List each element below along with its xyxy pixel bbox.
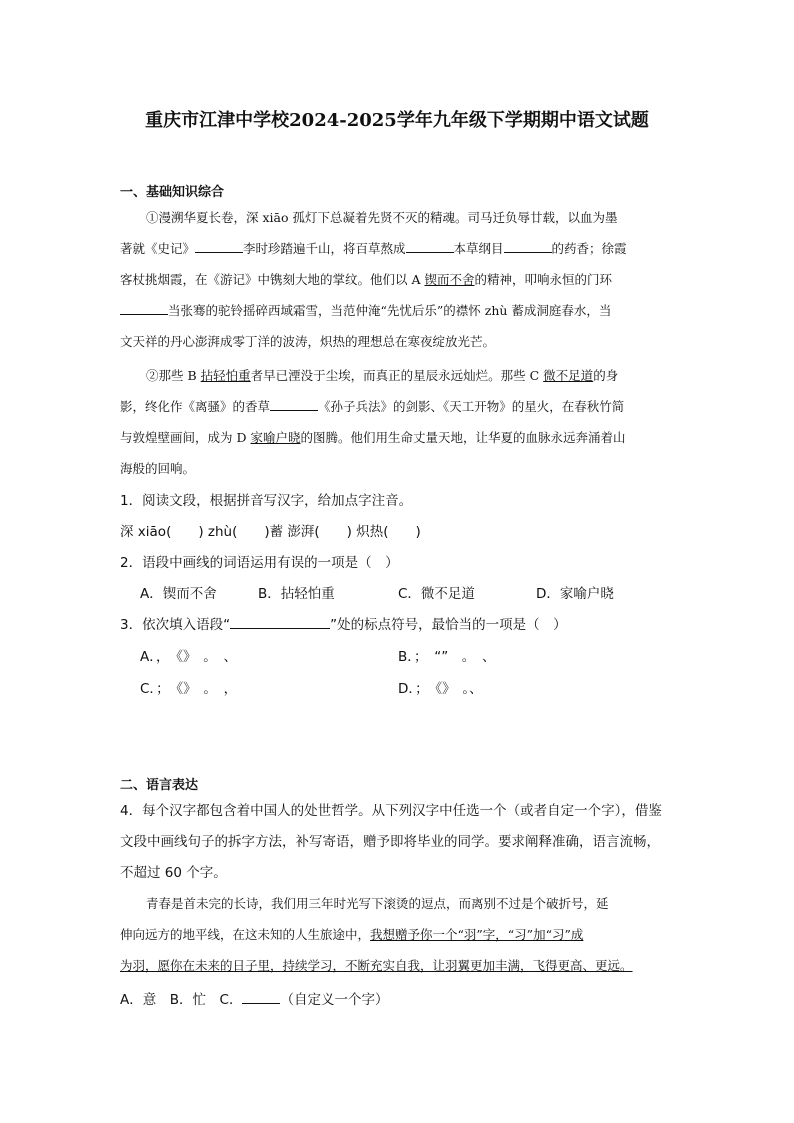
blank[interactable] [270,398,318,411]
q3-option-a[interactable]: A．， 《》 。 、 [140,649,237,665]
blank[interactable] [406,240,454,253]
passage-line3: 为羽，愿你在未来的日子里，持续学习，不断充实自我，让羽翼更加丰满，飞得更高、更远。 [120,958,633,973]
q4-option-c-note: （自定义一个字） [280,992,389,1008]
underlined-term-c: 微不足道 [543,368,594,383]
q4-option-b[interactable]: B．忙 [169,992,207,1008]
p2-line3: 与敦煌壁画间，成为 D 家喻户晓的图腾。他们用生命丈量天地，让华夏的血脉永远奔涌着山 [120,430,626,445]
q3-option-d[interactable]: D．； 《》 。、 [398,681,483,697]
passage-line1: 青春是首未完的长诗，我们用三年时光写下滚烫的逗点，而离别不过是个破折号，延 [146,896,609,911]
question-2: 2．语段中画线的词语运用有误的一项是（ ） [120,555,399,571]
underlined-term-a: 锲而不舍 [424,272,475,287]
p1-line4: 当张骞的驼铃摇碎西域霜雪，当范仲淹“先忧后乐”的襟怀 zhù 蓄成洞庭春水，当 [120,301,611,319]
q4-option-a[interactable]: A．意 [120,992,157,1008]
section2-heading: 二、语言表达 [120,778,199,793]
q2-option-b[interactable]: B．拈轻怕重 [258,586,335,602]
q2-option-d[interactable]: D．家喻户晓 [536,586,614,602]
q4-line1: 4．每个汉字都包含着中国人的处世哲学。从下列汉字中任选一个（或者自定一个字），借鉴 [120,803,662,819]
page-title: 重庆市江津中学校2024-2025学年九年级下学期期中语文试题 [145,110,649,131]
question-3: 3．依次填入语段“ ”处的标点符号，最恰当的一项是（ ） [120,617,567,633]
q3-option-c[interactable]: C．； 《》 。 ， [140,681,238,697]
blank[interactable] [120,302,168,315]
underlined-sentence: 我想赠予你一个“羽”字，“习”加“习”成 [370,927,584,942]
passage-line2: 伸向远方的地平线，在这未知的人生旅途中，我想赠予你一个“羽”字，“习”加“习”成 [120,927,584,942]
p1-line5: 文天祥的丹心澎湃成零丁洋的波涛，炽热的理想总在寒夜绽放光芒。 [120,334,496,349]
p2-line2: 影，终化作《离骚》的香草 《孙子兵法》的剑影、《天工开物》的星火，在春秋竹简 [120,399,625,414]
q2-option-a[interactable]: A．锲而不舍 [140,586,217,602]
blank [230,616,330,629]
underlined-term-d: 家喻户晓 [250,430,301,445]
p1-line3: 客杖挑烟霞，在《游记》中镌刻大地的掌纹。他们以 A 锲而不舍的精神，叩响永恒的门环 [120,272,613,287]
q3-option-b[interactable]: B．； “” 。 、 [398,649,496,665]
blank[interactable] [504,240,552,253]
blank[interactable] [195,240,243,253]
q4-line2: 文段中画线句子的拆字方法，补写寄语，赠予即将毕业的同学。要求阐释准确，语言流畅， [120,834,660,850]
p2-line4: 海般的回响。 [120,461,196,476]
q4-options [120,988,388,1008]
p1-line2: 著就《史记》 李时珍踏遍千山，将百草熬成 本草纲目 的药香；徐霞 [120,241,627,256]
blank[interactable] [242,991,280,1004]
section1-heading: 一、基础知识综合 [120,185,225,200]
question-1-answer-line[interactable]: 深 xiāo( ) zhù( )蓄 澎湃( ) 炽热( ) [120,524,421,540]
underlined-term-b: 拈轻怕重 [200,368,251,383]
p2-line1: ②那些 B 拈轻怕重者早已湮没于尘埃，而真正的星辰永远灿烂。那些 C 微不足道的身 [146,368,619,383]
q4-option-c[interactable]: C． [219,992,243,1008]
p1-line1: ①漫溯华夏长卷，深 xiāo 孤灯下总凝着先贤不灭的精魂。司马迁负辱廿载，以血为墨 [146,210,618,225]
q4-line3: 不超过 60 个字。 [120,865,227,881]
q2-option-c[interactable]: C．微不足道 [398,586,475,602]
question-1: 1．阅读文段，根据拼音写汉字，给加点字注音。 [120,493,413,509]
